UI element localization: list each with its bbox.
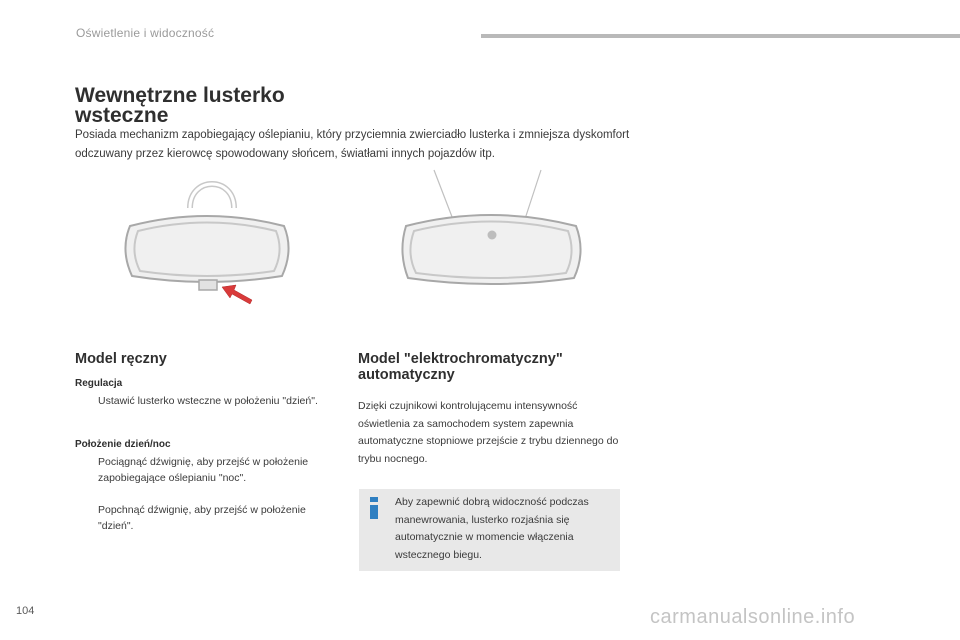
auto-model-body: Dzięki czujnikowi kontrolującemu intensywność oświetlenia za samochodem system zapewnia automatyczne stopniowe przejście z trybu dziennego do trybu nocnego. <box>358 400 619 465</box>
auto-model-title: Model "elektrochromatyczny" automatyczny <box>358 351 563 383</box>
watermark: carmanualsonline.info <box>650 606 856 628</box>
page-number: 104 <box>16 605 35 617</box>
info-box <box>359 489 620 571</box>
list-item <box>75 454 325 486</box>
info-icon <box>368 497 380 519</box>
adjustment-label: Regulacja <box>75 378 123 389</box>
light-sensor-icon <box>488 231 497 240</box>
manual-model-title: Model ręczny <box>75 351 167 367</box>
list-item <box>75 393 325 409</box>
auto-mirror-illustration <box>396 164 586 294</box>
header-divider <box>481 34 960 38</box>
intro-paragraph: Posiada mechanizm zapobiegający oślepianiu, który przyciemnia zwierciadło lusterka i zmniejsza dyskomfort odczuwany przez kierowcę spowodowany słońcem, światłami innych pojazdów itp. <box>75 129 630 160</box>
list-item-text: Pociągnąć dźwignię, aby przejść w położenie zapobiegające oślepianiu "noc". <box>98 456 309 484</box>
list-item-text: Ustawić lusterko wsteczne w położeniu "dzień". <box>98 395 318 407</box>
manual-mirror-illustration <box>112 168 302 308</box>
lever-arrow-icon <box>222 285 252 304</box>
header-title: Oświetlenie i widoczność <box>76 26 215 40</box>
list-item-text: Popchnąć dźwignię, aby przejść w położenie "dzień". <box>98 504 306 532</box>
daynight-label: Położenie dzień/noc <box>75 439 171 450</box>
info-text: Aby zapewnić dobrą widoczność podczas manewrowania, lusterko rozjaśnia się automatycznie w momencie włączenia wstecznego biegu. <box>395 496 589 561</box>
list-item <box>75 502 325 534</box>
section-title: Wewnętrzne lusterko wsteczne <box>75 84 285 127</box>
